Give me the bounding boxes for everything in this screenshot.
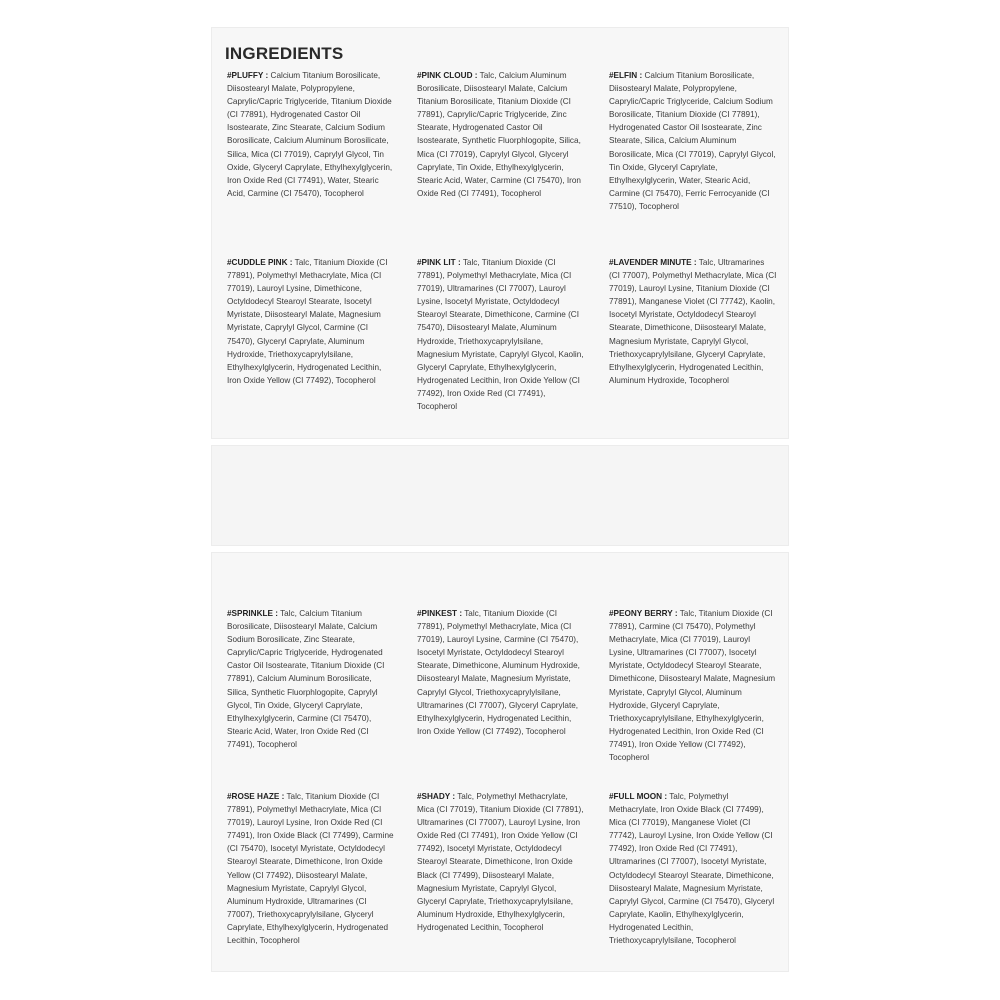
ingredient-list: Calcium Titanium Borosilicate, Diisostearyl Malate, Polypropylene, Caprylic/Capric Triglyceride, Calcium Sodium Borosilicate, Titanium Dioxide (CI 77891), Hydrogenated Castor Oil Isostearate, Zinc Stearate, Silica, Calcium Aluminum Borosilicate, Mica (CI 77019), Caprylyl Glycol, Tin Oxide, Glyceryl Caprylate, Ethylhexylglycerin, Water, Stearic Acid, Carmine (CI 75470), Ferric Ferrocyanide (CI 77510), Tocopherol (609, 71, 776, 211)
shade-name: #SPRINKLE : (227, 609, 278, 618)
ingredient-entry-elfin (609, 69, 777, 213)
ingredient-list: Talc, Polymethyl Methacrylate, Iron Oxide Black (CI 77499), Mica (CI 77019), Manganese Violet (CI 77742), Lauroyl Lysine, Iron Oxide Yellow (CI 77492), Iron Oxide Red (CI 77491), Ultramarines (CI 77007), Isocetyl Myristate, Octyldodecyl Stearoyl Stearate, Dimethicone, Diisostearyl Malate, Magnesium Myristate, Caprylyl Glycol, Carmine (CI 75470), Glyceryl Caprylate, Kaolin, Ethylhexylglycerin, Hydrogenated Lecithin, Triethoxycaprylylsilane, Tocopherol (609, 792, 775, 946)
ingredient-list: Talc, Calcium Titanium Borosilicate, Diisostearyl Malate, Calcium Sodium Borosilicate, Zinc Stearate, Caprylic/Capric Triglyceride, Hydrogenated Castor Oil Isostearate, Titanium Dioxide (CI 77891), Calcium Aluminum Borosilicate, Silica, Synthetic Fluorphlogopite, Caprylyl Glycol, Tin Oxide, Glyceryl Caprylate, Ethylhexylglycerin, Carmine (CI 75470), Stearic Acid, Water, Iron Oxide Red (CI 77491), Tocopherol (227, 609, 385, 749)
ingredient-list: Talc, Titanium Dioxide (CI 77891), Polymethyl Methacrylate, Mica (CI 77019), Ultramarines (CI 77007), Lauroyl Lysine, Isocetyl Myristate, Octyldodecyl Stearoyl Stearate, Dimethicone, Carmine (CI 75470), Diisostearyl Malate, Aluminum Hydroxide, Triethoxycaprylylsilane, Magnesium Myristate, Caprylyl Glycol, Kaolin, Glyceryl Caprylate, Ethylhexylglycerin, Hydrogenated Lecithin, Iron Oxide Yellow (CI 77492), Iron Oxide Red (CI 77491), Tocopherol (417, 258, 584, 412)
ingredient-entry-shady (417, 790, 585, 934)
ingredient-entry-pluffy (227, 69, 395, 200)
ingredient-entry-rose-haze (227, 790, 395, 947)
ingredient-list: Talc, Polymethyl Methacrylate, Mica (CI 77019), Titanium Dioxide (CI 77891), Ultramarines (CI 77007), Lauroyl Lysine, Iron Oxide Red (CI 77491), Iron Oxide Yellow (CI 77492), Isocetyl Myristate, Octyldodecyl Stearoyl Stearate, Dimethicone, Iron Oxide Black (CI 77499), Diisostearyl Malate, Magnesium Myristate, Caprylyl Glycol, Glyceryl Caprylate, Triethoxycaprylylsilane, Aluminum Hydroxide, Ethylhexylglycerin, Hydrogenated Lecithin, Tocopherol (417, 792, 584, 932)
shade-name: #PINKEST : (417, 609, 463, 618)
shade-name: #CUDDLE PINK : (227, 258, 293, 267)
shade-name: #PLUFFY : (227, 71, 269, 80)
shade-name: #FULL MOON : (609, 792, 668, 801)
ingredient-entry-pink-cloud (417, 69, 585, 200)
ingredient-list: Talc, Titanium Dioxide (CI 77891), Polymethyl Methacrylate, Mica (CI 77019), Lauroyl Lysine, Dimethicone, Octyldodecyl Stearoyl Stearate, Isocetyl Myristate, Diisostearyl Malate, Magnesium Myristate, Caprylyl Glycol, Carmine (CI 75470), Glyceryl Caprylate, Aluminum Hydroxide, Triethoxycaprylylsilane, Ethylhexylglycerin, Hydrogenated Lecithin, Iron Oxide Yellow (CI 77492), Tocopherol (227, 258, 388, 385)
shade-name: #ROSE HAZE : (227, 792, 285, 801)
shade-name: #ELFIN : (609, 71, 643, 80)
ingredient-list: Calcium Titanium Borosilicate, Diisostearyl Malate, Polypropylene, Caprylic/Capric Triglyceride, Titanium Dioxide (CI 77891), Hydrogenated Castor Oil Isostearate, Zinc Stearate, Calcium Sodium Borosilicate, Calcium Aluminum Borosilicate, Silica, Mica (CI 77019), Caprylyl Glycol, Tin Oxide, Glyceryl Caprylate, Ethylhexylglycerin, Iron Oxide Red (CI 77491), Water, Stearic Acid, Carmine (CI 75470), Tocopherol (227, 71, 393, 198)
ingredient-entry-lavender-minute (609, 256, 777, 387)
shade-name: #PINK LIT : (417, 258, 461, 267)
ingredient-list: Talc, Calcium Aluminum Borosilicate, Diisostearyl Malate, Calcium Titanium Borosilicate, Titanium Dioxide (CI 77891), Caprylic/Capric Triglyceride, Zinc Stearate, Hydrogenated Castor Oil Isostearate, Synthetic Fluorphlogopite, Silica, Mica (CI 77019), Caprylyl Glycol, Glyceryl Caprylate, Tin Oxide, Ethylhexylglycerin, Stearic Acid, Water, Carmine (CI 75470), Iron Oxide Red (CI 77491), Tocopherol (417, 71, 581, 198)
ingredient-entry-peony-berry (609, 607, 777, 764)
ingredient-entry-pink-lit (417, 256, 585, 413)
ingredient-entry-cuddle-pink (227, 256, 395, 387)
ingredient-list: Talc, Ultramarines (CI 77007), Polymethyl Methacrylate, Mica (CI 77019), Lauroyl Lysine, Titanium Dioxide (CI 77891), Manganese Violet (CI 77742), Kaolin, Isocetyl Myristate, Octyldodecyl Stearoyl Stearate, Dimethicone, Diisostearyl Malate, Magnesium Myristate, Caprylyl Glycol, Triethoxycaprylylsilane, Glyceryl Caprylate, Ethylhexylglycerin, Hydrogenated Lecithin, Aluminum Hydroxide, Tocopherol (609, 258, 777, 385)
ingredient-list: Talc, Titanium Dioxide (CI 77891), Polymethyl Methacrylate, Mica (CI 77019), Lauroyl Lysine, Carmine (CI 75470), Isocetyl Myristate, Octyldodecyl Stearoyl Stearate, Dimethicone, Aluminum Hydroxide, Diisostearyl Malate, Magnesium Myristate, Caprylyl Glycol, Triethoxycaprylylsilane, Ultramarines (CI 77007), Glyceryl Caprylate, Ethylhexylglycerin, Hydrogenated Lecithin, Iron Oxide Yellow (CI 77492), Tocopherol (417, 609, 580, 736)
card-fold-strip (211, 445, 789, 546)
shade-name: #PINK CLOUD : (417, 71, 478, 80)
shade-name: #LAVENDER MINUTE : (609, 258, 697, 267)
ingredient-list: Talc, Titanium Dioxide (CI 77891), Polymethyl Methacrylate, Mica (CI 77019), Lauroyl Lysine, Iron Oxide Red (CI 77491), Iron Oxide Black (CI 77499), Carmine (CI 75470), Isocetyl Myristate, Octyldodecyl Stearoyl Stearate, Dimethicone, Iron Oxide Yellow (CI 77492), Diisostearyl Malate, Magnesium Myristate, Caprylyl Glycol, Aluminum Hydroxide, Ultramarines (CI 77007), Triethoxycaprylylsilane, Glyceryl Caprylate, Ethylhexylglycerin, Hydrogenated Lecithin, Tocopherol (227, 792, 394, 946)
ingredient-entry-full-moon (609, 790, 777, 947)
shade-name: #SHADY : (417, 792, 456, 801)
ingredient-list: Talc, Titanium Dioxide (CI 77891), Carmine (CI 75470), Polymethyl Methacrylate, Mica (CI 77019), Lauroyl Lysine, Ultramarines (CI 77007), Isocetyl Myristate, Octyldodecyl Stearoyl Stearate, Dimethicone, Diisostearyl Malate, Magnesium Myristate, Caprylyl Glycol, Aluminum Hydroxide, Glyceryl Caprylate, Triethoxycaprylylsilane, Ethylhexylglycerin, Hydrogenated Lecithin, Iron Oxide Red (CI 77491), Iron Oxide Yellow (CI 77492), Tocopherol (609, 609, 776, 763)
shade-name: #PEONY BERRY : (609, 609, 678, 618)
ingredient-entry-pinkest (417, 607, 585, 738)
ingredients-heading: INGREDIENTS (225, 44, 344, 63)
ingredient-entry-sprinkle (227, 607, 395, 751)
